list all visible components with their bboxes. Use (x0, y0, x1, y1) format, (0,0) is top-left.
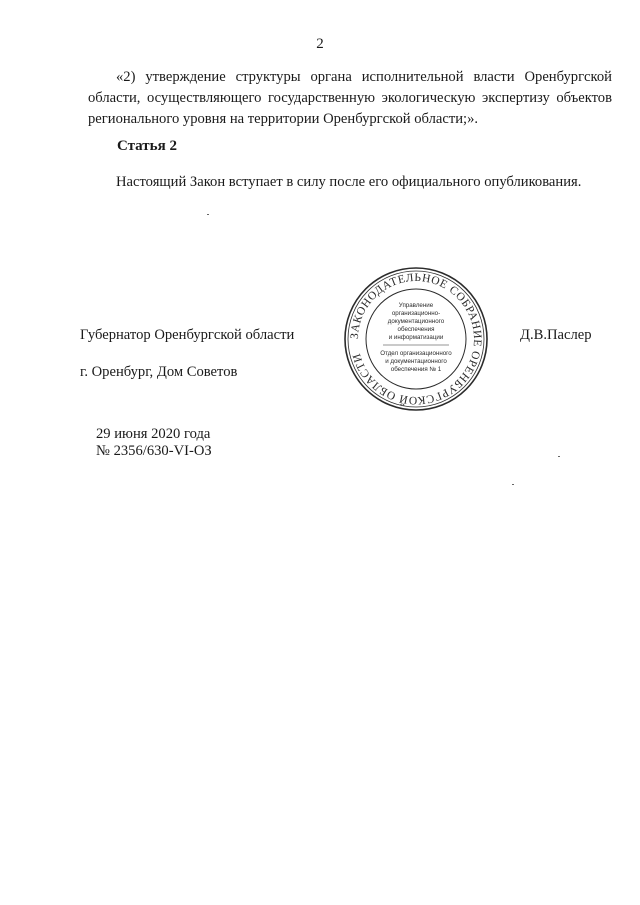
seal-inner-line: и информатизации (388, 334, 444, 341)
seal-inner-line: и документационного (385, 358, 447, 365)
page-number: 2 (316, 36, 324, 52)
scan-speck (512, 484, 514, 485)
scan-speck (558, 456, 560, 457)
signatory-name: Д.В.Паслер (520, 327, 592, 343)
seal-inner-line: обеспечения № 1 (390, 366, 442, 373)
scan-speck (207, 214, 209, 215)
seal-inner-line: обеспечения (397, 326, 435, 333)
article-heading: Статья 2 (117, 138, 177, 154)
seal-inner-line: организационно- (391, 310, 441, 317)
seal-inner-line: Отдел организационного (380, 350, 452, 357)
paragraph-amendment: «2) утверждение структуры органа исполнительной власти Оренбургской области, осуществляющего государственную экологическую экспертизу объектов регионального уровня на территории Оренбургской области;». (88, 69, 612, 127)
official-seal (343, 266, 489, 412)
law-number: № 2356/630-VI-ОЗ (96, 443, 212, 459)
paragraph-entry-into-force: Настоящий Закон вступает в силу после его официального опубликования. (116, 174, 582, 190)
signatory-position: Губернатор Оренбургской области (80, 327, 295, 343)
seal-outer-text: ЗАКОНОДАТЕЛЬНОЕ СОБРАНИЕ ОРЕНБУРГСКОЙ ОБЛАСТИ (348, 271, 484, 407)
signing-date: 29 июня 2020 года (96, 426, 211, 442)
seal-inner-line: Управление (398, 302, 434, 309)
signing-place: г. Оренбург, Дом Советов (80, 364, 238, 380)
seal-inner-line: документационного (387, 318, 445, 325)
seal-graphic (343, 266, 489, 412)
